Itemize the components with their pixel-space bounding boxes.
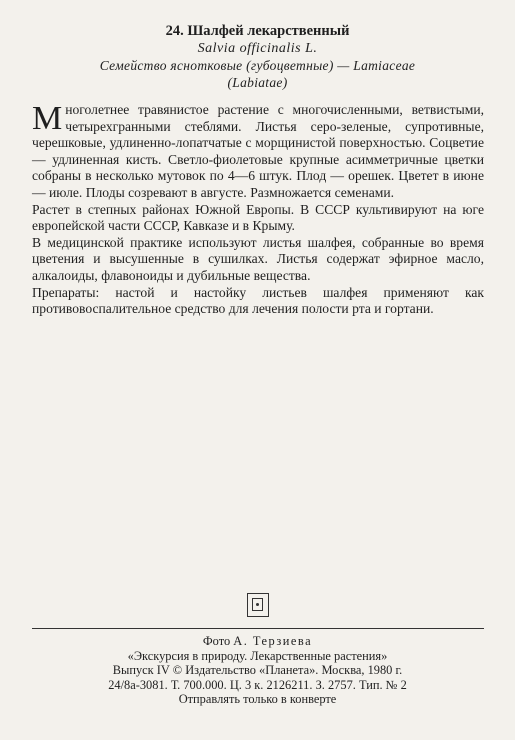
- publisher-logo-icon: [247, 593, 269, 617]
- print-info: 24/8а-3081. Т. 700.000. Ц. 3 к. 2126211. З. 2757. Тип. № 2: [108, 677, 407, 692]
- footer-divider: [32, 628, 484, 629]
- series-title: «Экскурсия в природу. Лекарственные растения»: [127, 648, 388, 663]
- latin-name: Salvia officinalis L.: [197, 41, 318, 56]
- plant-title: 24. Шалфей лекарственный: [165, 23, 350, 39]
- logo-dot: [256, 603, 259, 606]
- drop-cap: М: [32, 100, 63, 137]
- photo-author: А. Терзиева: [233, 634, 313, 648]
- family-line-1: Семейство яснотковые (губоцветные) — Lamiaceae: [99, 58, 416, 73]
- paragraph-4: Препараты: настой и настойку листьев шалфея применяют как противовоспалительное средство для лечения полости рта и гортани.: [32, 284, 484, 317]
- logo-frame: [252, 598, 263, 611]
- paragraph-3: В медицинской практике используют листья шалфея, собранные во время цветения и высушенные в сушилках. Листья содержат эфирное масло, алкалоиды, флавоноиды и дубильные вещества.: [32, 234, 484, 283]
- paragraph-1-text: ноголетнее травянистое растение с многочисленными, ветвистыми, четырехгранными стеблями. Листья серо-зеленые, супротивные, черешковые, удлиненно-лопатчатые с морщинистой поверхностью. Соцветие — удлиненная кисть. Светло-фиолетовые крупные асимметричные цветки собраны в несколько мутовок по 4—6 штук. Плод — орешек. Цветет в июне — июле. Плоды созревают в августе. Размножается семенами.: [32, 102, 484, 200]
- paragraph-2: Растет в степных районах Южной Европы. В СССР культивируют на юге европейской части СССР, Кавказе и в Крыму.: [32, 201, 484, 234]
- description-text: [32, 102, 484, 318]
- family-line-2: (Labiatae): [227, 75, 288, 90]
- mailing-note: Отправлять только в конверте: [178, 692, 337, 707]
- card-header: [0, 22, 515, 91]
- issue-info: Выпуск IV © Издательство «Планета». Москва, 1980 г.: [112, 663, 403, 678]
- photo-credit: [0, 634, 515, 649]
- paragraph-1: [32, 102, 484, 202]
- photo-label: Фото: [202, 634, 231, 648]
- imprint: [0, 634, 515, 707]
